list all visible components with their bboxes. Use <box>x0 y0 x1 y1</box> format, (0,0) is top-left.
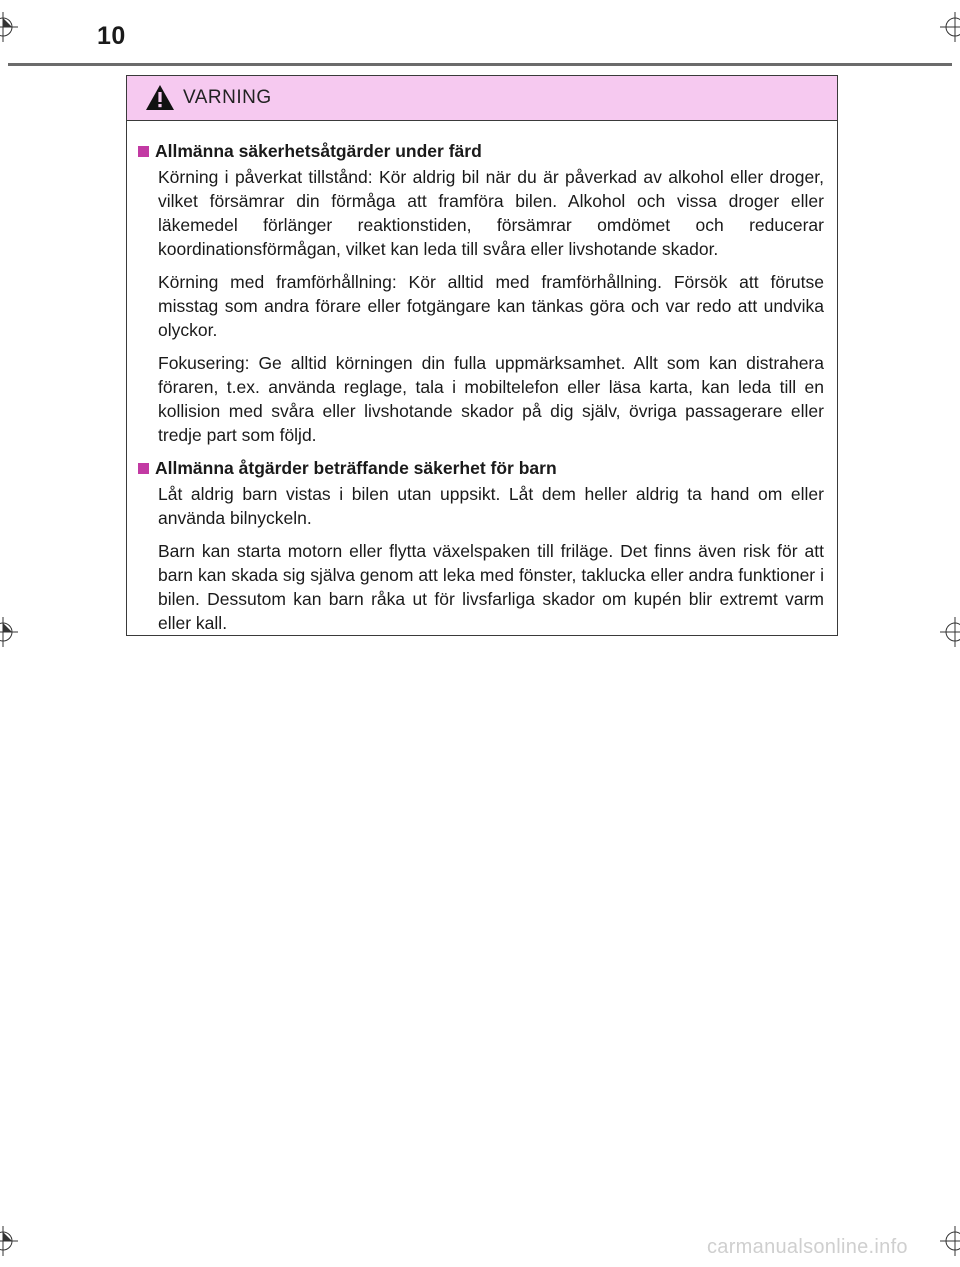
watermark: carmanualsonline.info <box>707 1236 908 1258</box>
section-heading-text: Allmänna åtgärder beträffande säkerhet för barn <box>155 458 557 478</box>
section-heading <box>136 139 824 163</box>
warning-triangle-icon <box>145 84 175 116</box>
paragraph: Barn kan starta motorn eller flytta växelspaken till friläge. Det finns även risk för att barn kan skada sig själva genom att leka med fönster, taklucka eller andra funktioner i bilen. Dessutom kan barn råka ut för livsfarliga skador om kupén blir extremt varm eller kall. <box>158 541 824 633</box>
header-rule <box>8 63 952 66</box>
square-bullet-icon <box>138 463 149 474</box>
warning-header <box>127 76 837 121</box>
warning-body <box>127 121 837 635</box>
registration-mark-icon <box>0 1226 18 1256</box>
section-heading-text: Allmänna säkerhetsåtgärder under färd <box>155 141 482 161</box>
registration-mark-icon <box>0 12 18 42</box>
warning-box <box>126 75 838 636</box>
paragraph: Körning med framförhållning: Kör alltid med framförhållning. Försök att förutse misstag som andra förare eller fotgängare kan tänkas göra och var redo att undvika olyckor. <box>158 272 824 340</box>
registration-mark-icon <box>940 1226 960 1256</box>
section-heading <box>136 456 824 480</box>
page-number: 10 <box>97 22 126 50</box>
warning-title: VARNING <box>183 87 272 108</box>
paragraph: Låt aldrig barn vistas i bilen utan uppsikt. Låt dem heller aldrig ta hand om eller använda bilnyckeln. <box>158 484 824 528</box>
registration-mark-icon <box>940 617 960 647</box>
paragraph: Fokusering: Ge alltid körningen din fulla uppmärksamhet. Allt som kan distrahera föraren, t.ex. använda reglage, tala i mobiltelefon eller läsa karta, kan leda till en kollision med svåra eller livshotande skador på dig själv, övriga passagerare eller tredje part som följd. <box>158 353 824 445</box>
paragraph: Körning i påverkat tillstånd: Kör aldrig bil när du är påverkad av alkohol eller droger, vilket försämrar din förmåga att framföra bilen. Alkohol och vissa droger eller läkemedel förlänger reaktionstiden, försämrar omdömet och reducerar koordinationsförmågan, vilket kan leda till svåra eller livshotande skador. <box>158 167 824 259</box>
square-bullet-icon <box>138 146 149 157</box>
registration-mark-icon <box>0 617 18 647</box>
registration-mark-icon <box>940 12 960 42</box>
